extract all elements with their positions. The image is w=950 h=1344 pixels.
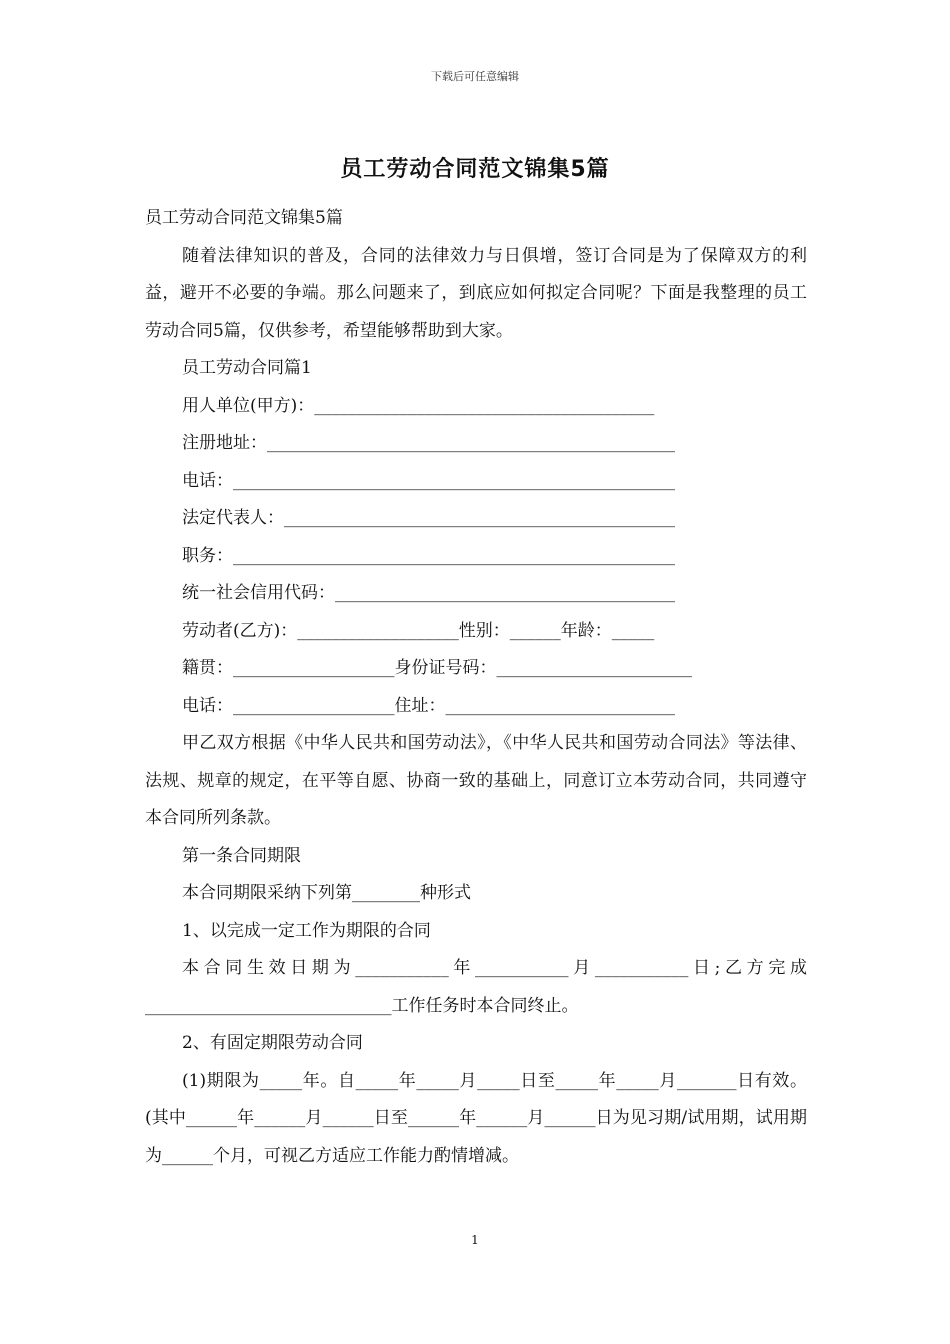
section-title: 员工劳动合同篇1 — [182, 358, 312, 378]
document-body — [145, 200, 807, 1175]
subtitle: 员工劳动合同范文锦集5篇 — [145, 208, 343, 228]
phone-field: 电话：____________________________________________________ — [182, 470, 675, 491]
page-number: 1 — [471, 1233, 479, 1247]
item-text: (1)期限为_____年。自_____年_____月_____日至_____年_____月_______日有效。(其中______年______月______日至______年______月______日为见习期/试用期，试用期为______个月，可视乙方适应工作能力酌情增减。 — [145, 1070, 807, 1166]
phone-address-field: 电话：___________________住址：___________________________ — [182, 695, 675, 716]
credit-code-field: 统一社会信用代码：________________________________________ — [182, 583, 675, 603]
employer-field: 用人单位(甲方)：________________________________________ — [182, 395, 655, 416]
document-title: 员工劳动合同范文锦集5篇 — [340, 157, 610, 182]
legal-rep-field: 法定代表人：______________________________________________ — [182, 508, 675, 528]
reg-address-field: 注册地址：________________________________________________ — [182, 433, 675, 453]
article-form: 本合同期限采纳下列第________种形式 — [182, 883, 471, 903]
intro-paragraph: 随着法律知识的普及，合同的法律效力与日俱增，签订合同是为了保障双方的利益，避开不必要的争端。那么问题来了，到底应如何拟定合同呢？下面是我整理的员工劳动合同5篇，仅供参考，希望能够帮助到大家。 — [145, 245, 807, 341]
native-place-field: 籍贯：___________________身份证号码：_______________________ — [182, 658, 692, 678]
position-field: 职务：____________________________________________________ — [182, 545, 675, 566]
article-title: 第一条合同期限 — [182, 845, 301, 866]
item-title: 1、以完成一定工作为期限的合同 — [182, 920, 431, 941]
item-text: 本合同生效日期为___________年___________月___________日;乙方完成_____________________________工作任务时本合同终止。 — [145, 958, 807, 1016]
item-title: 2、有固定期限劳动合同 — [182, 1033, 363, 1053]
agreement-paragraph: 甲乙双方根据《中华人民共和国劳动法》，《中华人民共和国劳动合同法》等法律、法规、规章的规定，在平等自愿、协商一致的基础上，同意订立本劳动合同，共同遵守本合同所列条款。 — [145, 733, 807, 828]
page-header: 下载后可任意编辑 — [431, 70, 519, 83]
worker-field: 劳动者(乙方)：___________________性别：______年龄：_____ — [182, 620, 655, 641]
